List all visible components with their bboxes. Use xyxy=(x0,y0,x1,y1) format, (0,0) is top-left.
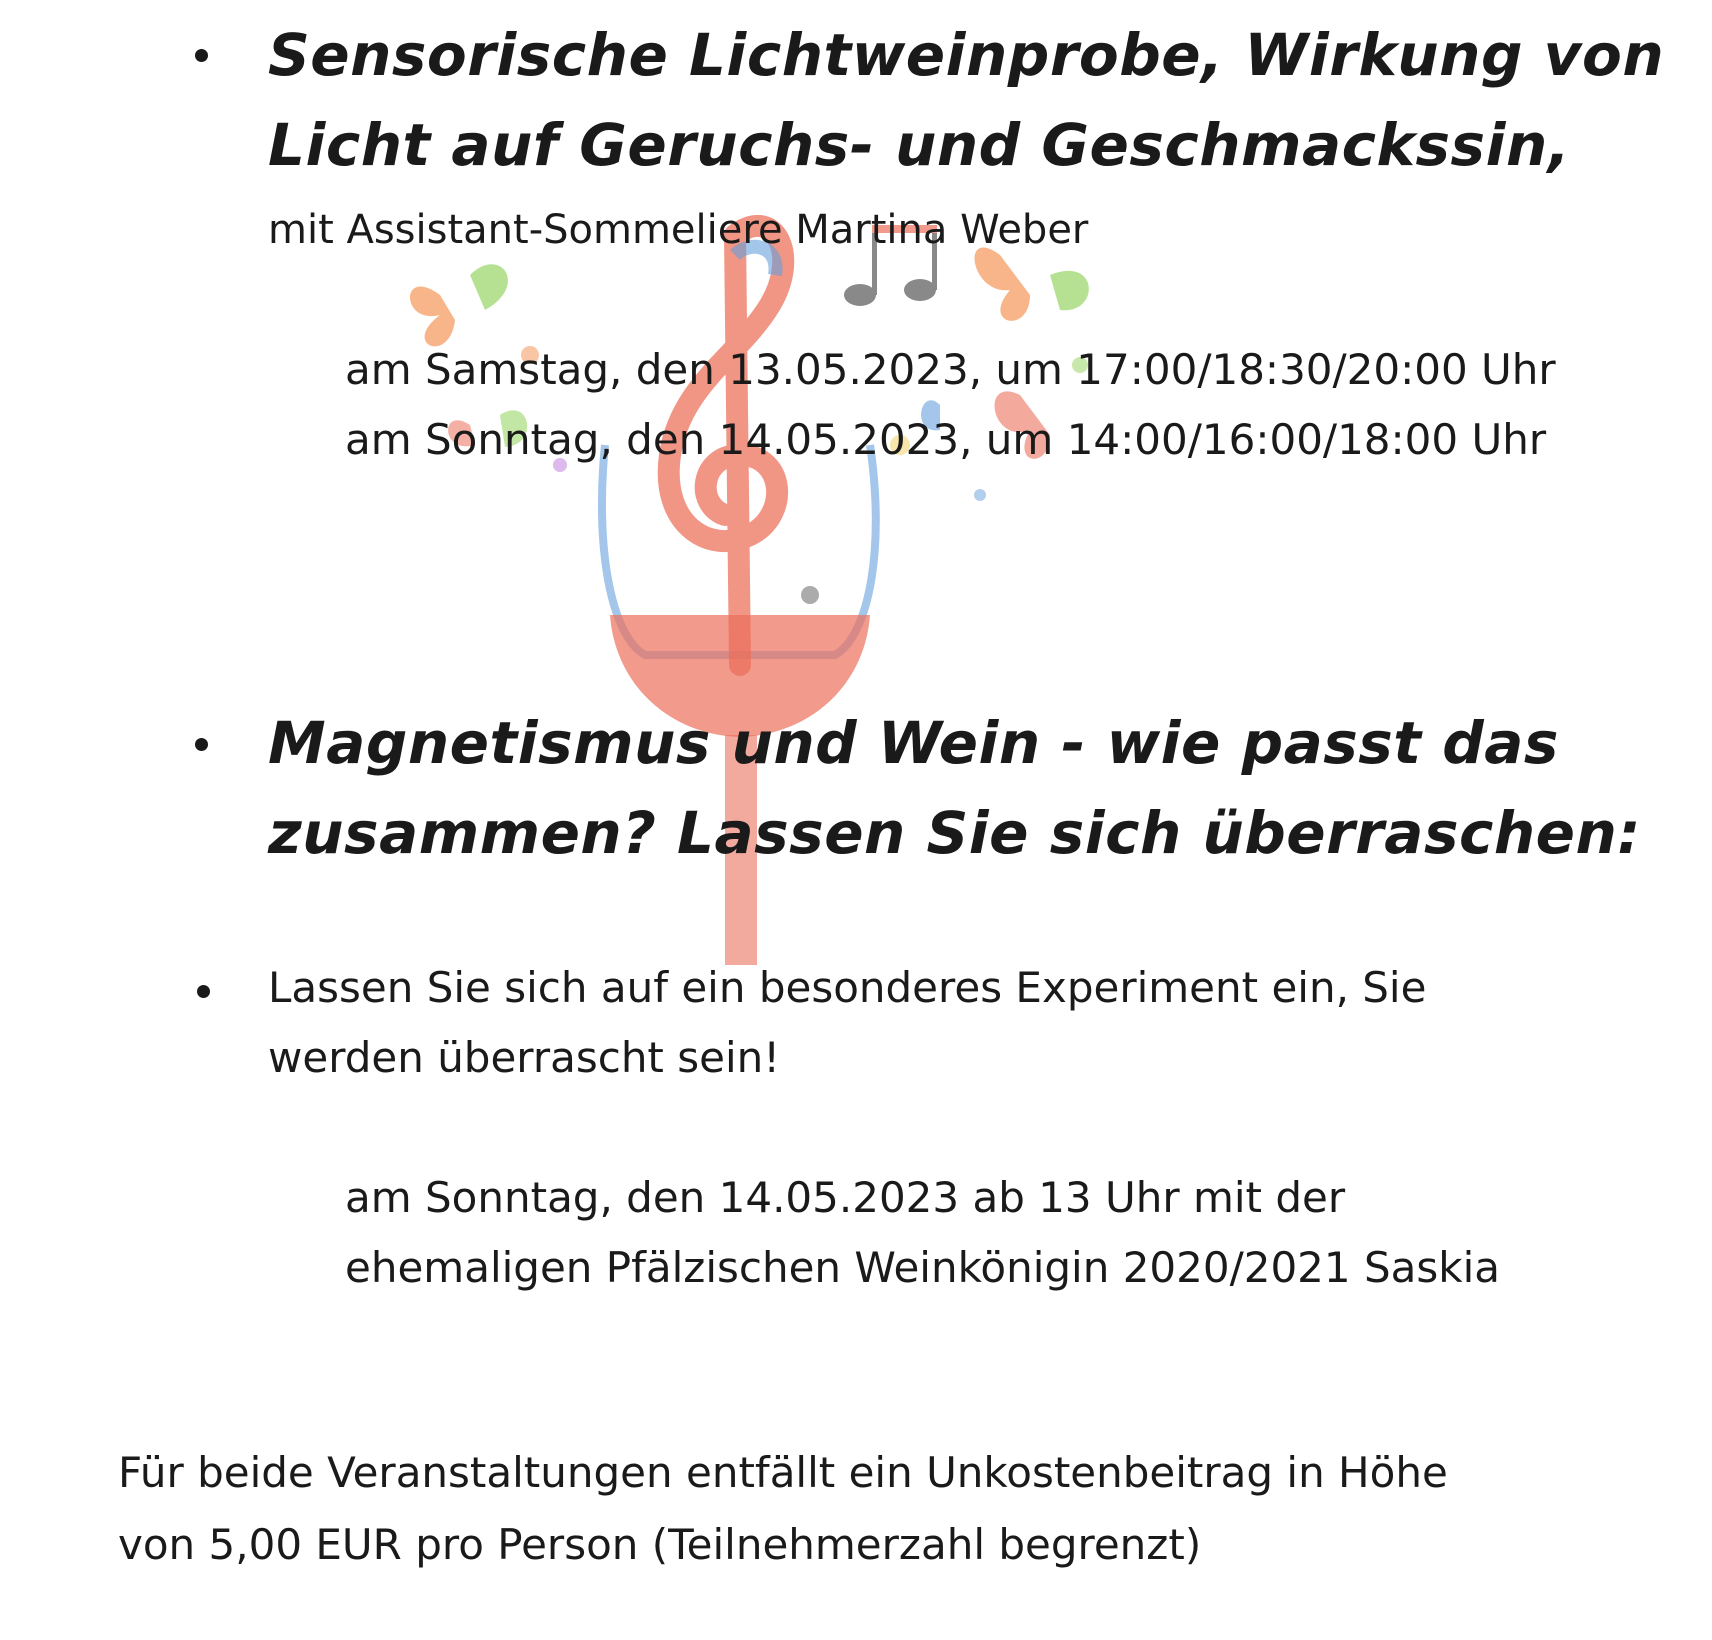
footer-line2: von 5,00 EUR pro Person (Teilnehmerzahl begrenzt) xyxy=(118,1520,1202,1569)
section1-subtitle: mit Assistant-Sommeliere Martina Weber xyxy=(268,207,1089,253)
section3-detail-line1: am Sonntag, den 14.05.2023 ab 13 Uhr mit der xyxy=(345,1173,1346,1222)
section1-heading-line2: Licht auf Geruchs- und Geschmackssin, xyxy=(268,111,1571,179)
bullet-icon xyxy=(195,738,208,751)
bullet-icon xyxy=(195,49,208,62)
section3-text-line2: werden überrascht sein! xyxy=(268,1033,781,1082)
section2-heading-line1: Magnetismus und Wein - wie passt das xyxy=(268,709,1559,777)
section3-text-line1: Lassen Sie sich auf ein besonderes Experiment ein, Sie xyxy=(268,963,1427,1012)
section1-date-1: am Samstag, den 13.05.2023, um 17:00/18:30/20:00 Uhr xyxy=(345,345,1556,394)
section1-heading-line1: Sensorische Lichtweinprobe, Wirkung von xyxy=(268,21,1665,89)
section1-date-2: am Sonntag, den 14.05.2023, um 14:00/16:00/18:00 Uhr xyxy=(345,415,1547,464)
bullet-icon xyxy=(197,985,210,998)
section3-detail-line2: ehemaligen Pfälzischen Weinkönigin 2020/2021 Saskia xyxy=(345,1243,1500,1292)
section2-heading-line2: zusammen? Lassen Sie sich überraschen: xyxy=(268,799,1641,867)
footer-line1: Für beide Veranstaltungen entfällt ein Unkostenbeitrag in Höhe xyxy=(118,1448,1448,1497)
